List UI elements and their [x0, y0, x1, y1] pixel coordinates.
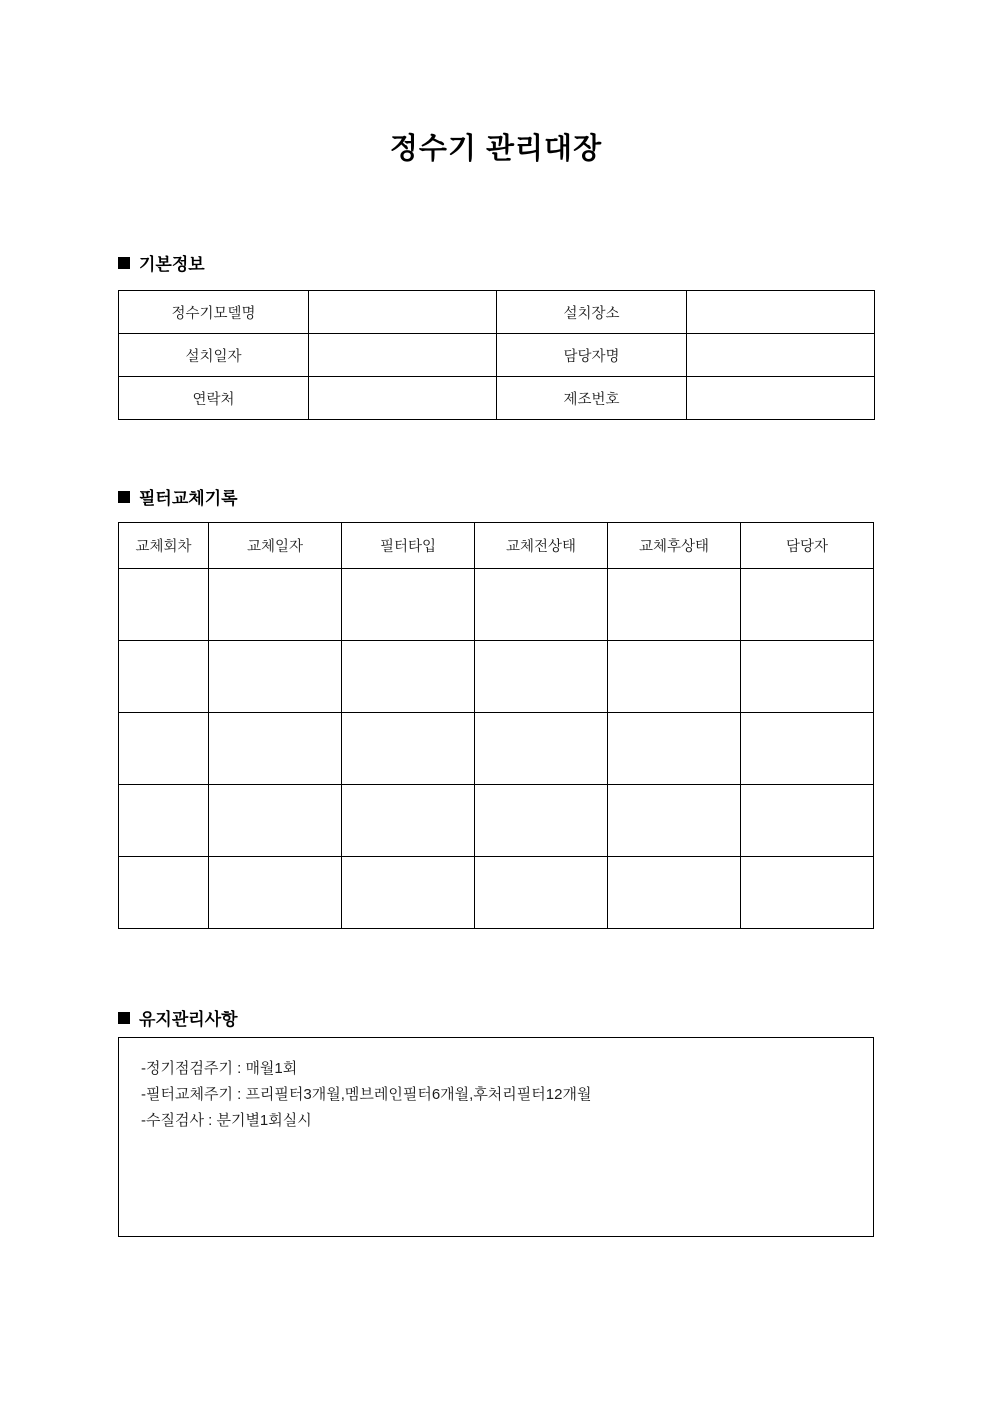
basic-info-table: [118, 290, 875, 420]
field-label-serial-number: 제조번호: [497, 377, 687, 420]
section-title-maintenance: 유지관리사항: [139, 1010, 238, 1029]
table-header-row: [119, 523, 874, 569]
field-label-model-name: 정수기모델명: [119, 291, 309, 334]
page-title: 정수기 관리대장: [389, 133, 603, 165]
section-header-basic-info: [118, 250, 205, 275]
field-value-manager-name[interactable]: [687, 334, 875, 377]
table-row: [119, 569, 874, 641]
section-header-filter-record: [118, 484, 238, 509]
cell-replacement-date[interactable]: [209, 857, 342, 929]
section-header-maintenance: [118, 1005, 238, 1030]
column-header-state-before: 교체전상태: [475, 523, 608, 569]
cell-replacement-count[interactable]: [119, 641, 209, 713]
square-bullet-icon: [118, 1012, 130, 1024]
cell-person-in-charge[interactable]: [741, 857, 874, 929]
cell-replacement-count[interactable]: [119, 713, 209, 785]
maintenance-note-filter-cycle: -필터교체주기 : 프리필터3개월,멤브레인필터6개월,후처리필터12개월: [141, 1086, 592, 1103]
column-header-filter-type: 필터타입: [342, 523, 475, 569]
filter-record-table: [118, 522, 874, 929]
cell-replacement-date[interactable]: [209, 641, 342, 713]
section-title-basic-info: 기본정보: [139, 255, 205, 274]
section-title-filter-record: 필터교체기록: [139, 489, 238, 508]
cell-replacement-date[interactable]: [209, 569, 342, 641]
column-header-replacement-date: 교체일자: [209, 523, 342, 569]
field-value-serial-number[interactable]: [687, 377, 875, 420]
cell-filter-type[interactable]: [342, 569, 475, 641]
cell-person-in-charge[interactable]: [741, 785, 874, 857]
square-bullet-icon: [118, 491, 130, 503]
cell-filter-type[interactable]: [342, 641, 475, 713]
column-header-replacement-count: 교체회차: [119, 523, 209, 569]
cell-filter-type[interactable]: [342, 785, 475, 857]
maintenance-note-water-quality-test: -수질검사 : 분기별1회실시: [141, 1112, 312, 1129]
table-row: [119, 713, 874, 785]
cell-replacement-count[interactable]: [119, 785, 209, 857]
cell-state-before[interactable]: [475, 569, 608, 641]
table-row: [119, 291, 875, 334]
cell-state-before[interactable]: [475, 713, 608, 785]
table-row: [119, 785, 874, 857]
field-value-model-name[interactable]: [309, 291, 497, 334]
cell-replacement-count[interactable]: [119, 857, 209, 929]
cell-state-after[interactable]: [608, 785, 741, 857]
cell-state-before[interactable]: [475, 857, 608, 929]
table-row: [119, 857, 874, 929]
table-row: [119, 377, 875, 420]
cell-person-in-charge[interactable]: [741, 641, 874, 713]
table-row: [119, 641, 874, 713]
cell-filter-type[interactable]: [342, 713, 475, 785]
maintenance-note-inspection-cycle: -정기점검주기 : 매월1회: [141, 1060, 298, 1077]
cell-person-in-charge[interactable]: [741, 713, 874, 785]
field-label-contact: 연락처: [119, 377, 309, 420]
cell-replacement-date[interactable]: [209, 713, 342, 785]
cell-state-after[interactable]: [608, 641, 741, 713]
field-label-install-date: 설치일자: [119, 334, 309, 377]
field-label-install-location: 설치장소: [497, 291, 687, 334]
maintenance-notes-box[interactable]: [118, 1037, 874, 1237]
field-label-manager-name: 담당자명: [497, 334, 687, 377]
field-value-install-location[interactable]: [687, 291, 875, 334]
cell-person-in-charge[interactable]: [741, 569, 874, 641]
table-row: [119, 334, 875, 377]
cell-state-before[interactable]: [475, 641, 608, 713]
column-header-state-after: 교체후상태: [608, 523, 741, 569]
cell-state-after[interactable]: [608, 857, 741, 929]
column-header-person-in-charge: 담당자: [741, 523, 874, 569]
cell-replacement-date[interactable]: [209, 785, 342, 857]
field-value-contact[interactable]: [309, 377, 497, 420]
square-bullet-icon: [118, 257, 130, 269]
cell-state-after[interactable]: [608, 713, 741, 785]
cell-replacement-count[interactable]: [119, 569, 209, 641]
cell-state-before[interactable]: [475, 785, 608, 857]
cell-filter-type[interactable]: [342, 857, 475, 929]
cell-state-after[interactable]: [608, 569, 741, 641]
field-value-install-date[interactable]: [309, 334, 497, 377]
